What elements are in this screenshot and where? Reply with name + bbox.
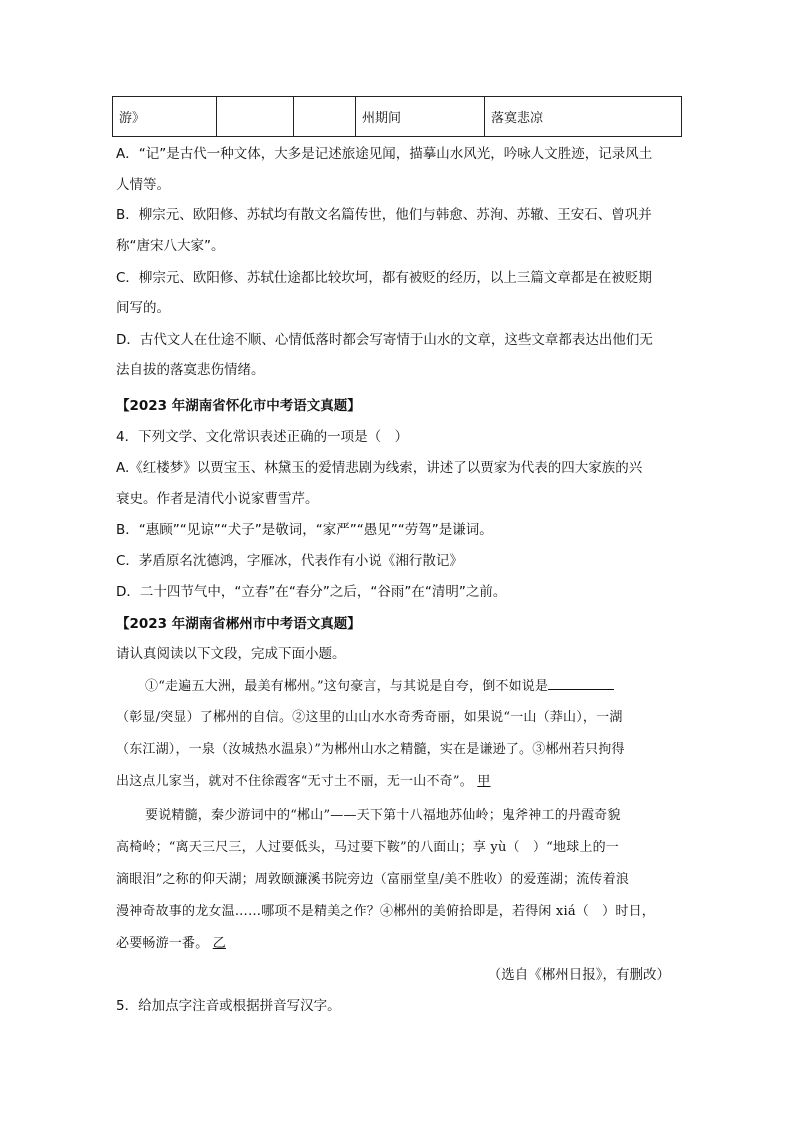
passage-p2-line1: 要说精髓，秦少游词中的“郴山”——天下第十八福地苏仙岭；鬼斧神工的丹霞奇貌 — [145, 808, 621, 823]
section-title-chenzhou: 【2023 年湖南省郴州市中考语文真题】 — [116, 616, 361, 632]
q4-option-d: D．二十四节气中，“立春”在“春分”之后，“谷雨”在“清明”之前。 — [116, 584, 507, 600]
table-cell: 州期间 — [356, 97, 485, 137]
passage-p2-line2: 高椅岭；“离天三尺三，人过要低头，马过要下鞍”的八面山；享 yù（ ）“地球上的一 — [116, 840, 619, 855]
table-cell: 落寞悲凉 — [485, 97, 682, 137]
q4-option-a-line2: 衰史。作者是清代小说家曹雪芹。 — [116, 491, 319, 507]
table-cell — [294, 97, 356, 137]
q4-option-c: C．茅盾原名沈德鸿，字雁冰，代表作有小说《湘行散记》 — [116, 553, 463, 569]
q3-option-b-line1: B．柳宗元、欧阳修、苏轼均有散文名篇传世，他们与韩愈、苏洵、苏辙、王安石、曾巩并 — [116, 207, 652, 223]
q4-stem: 4．下列文学、文化常识表述正确的一项是（ ） — [116, 429, 409, 445]
table-cell — [217, 97, 294, 137]
q4-option-a-line1: A.《红楼梦》以贾宝玉、林黛玉的爱情悲剧为线索，讲述了以贾家为代表的四大家族的兴 — [116, 460, 643, 476]
continued-table — [112, 96, 682, 137]
passage-p2-line5 — [116, 934, 226, 954]
passage-text: 出这点儿家当，就对不住徐霞客“无寸土不丽，无一山不奇”。 — [116, 774, 473, 789]
passage-p1-line2: （彰显/突显）了郴州的自信。②这里的山山水水奇秀奇丽，如果说“一山（莽山），一湖 — [116, 710, 623, 725]
table-cell: 游》 — [113, 97, 217, 137]
q5-stem: 5．给加点字注音或根据拼音写汉字。 — [116, 998, 341, 1014]
answer-blank — [548, 676, 614, 690]
section-title-huaihua: 【2023 年湖南省怀化市中考语文真题】 — [116, 398, 361, 414]
q3-option-a-line1: A．“记”是古代一种文体，大多是记述旅途见闻，描摹山水风光，吟咏人文胜迹，记录风土 — [116, 146, 653, 162]
q3-option-a-line2: 人情等。 — [116, 177, 170, 193]
blank-mark-yi: 乙 — [212, 936, 226, 951]
passage-p1-line1 — [145, 676, 614, 697]
table-row — [113, 97, 682, 137]
q4-option-b: B．“惠顾”“见谅”“犬子”是敬词，“家严”“愚见”“劳驾”是谦词。 — [116, 522, 493, 538]
passage-text: ①“走遍五大洲，最美有郴州。”这句豪言，与其说是自夸，倒不如说是 — [145, 679, 549, 694]
q3-option-b-line2: 称“唐宋八大家”。 — [116, 238, 225, 254]
source-note: （选自《郴州日报》，有删改） — [487, 967, 670, 983]
q3-option-d-line1: D．古代文人在仕途不顺、心情低落时都会写寄情于山水的文章，这些文章都表达出他们无 — [116, 332, 653, 348]
passage-text: 必要畅游一番。 — [116, 936, 209, 951]
reading-instruction: 请认真阅读以下文段，完成下面小题。 — [116, 646, 346, 662]
passage-p1-line4 — [116, 772, 490, 792]
q3-option-c-line2: 间写的。 — [116, 300, 170, 316]
passage-p2-line3: 滴眼泪”之称的仰天湖；周敦颐濂溪书院旁边（富丽堂皇/美不胜收）的爱莲湖；流传着浪 — [116, 872, 630, 887]
blank-mark-jia: 甲 — [477, 774, 491, 789]
passage-p1-line3: （东江湖），一泉（汝城热水温泉）”为郴州山水之精髓，实在是谦逊了。③郴州若只拘得 — [116, 742, 625, 757]
q3-option-c-line1: C．柳宗元、欧阳修、苏轼仕途都比较坎坷，都有被贬的经历，以上三篇文章都是在被贬期 — [116, 270, 652, 286]
q3-option-d-line2: 法自拔的落寞悲伤情绪。 — [116, 362, 265, 378]
passage-p2-line4: 漫神奇故事的龙女温……哪项不是精美之作？④郴州的美俯拾即是，若得闲 xiá（ ）时日， — [116, 904, 655, 919]
